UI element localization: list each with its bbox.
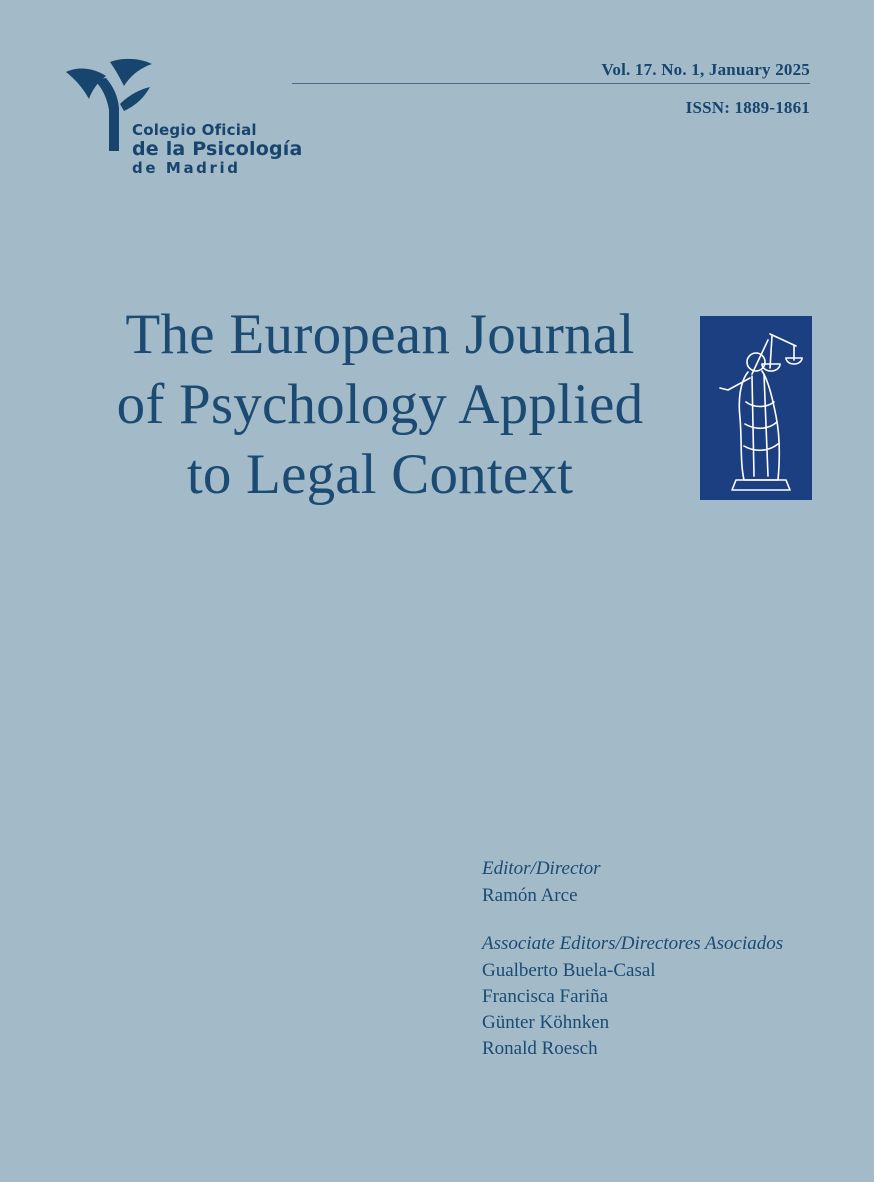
editor-heading: Editor/Director — [482, 858, 601, 879]
header-divider — [292, 83, 810, 84]
editor-name: Ramón Arce — [482, 884, 578, 906]
associate-editor-name: Francisca Fariña — [482, 985, 609, 1007]
publisher-logo-text — [132, 122, 322, 177]
publisher-line-3: de Madrid — [132, 159, 241, 178]
associate-editors-heading: Associate Editors/Directores Asociados — [482, 932, 784, 954]
volume-issue-label: Vol. 17. No. 1, January 2025 — [601, 60, 810, 79]
title-line-1: The European Journal — [125, 303, 635, 366]
editorial-board-block — [482, 856, 842, 1062]
title-line-2: of Psychology Applied — [116, 373, 644, 437]
editors-spacer — [482, 909, 842, 931]
associate-editor-name: Gualberto Buela-Casal — [482, 959, 656, 981]
associate-editor-name: Ronald Roesch — [482, 1038, 598, 1060]
publisher-logo-block — [56, 56, 303, 186]
cover-header — [0, 48, 874, 188]
publisher-line-2: de la Psicología — [132, 137, 303, 160]
title-line-3: to Legal Context — [186, 443, 574, 507]
associate-editor-name: Günter Köhnken — [482, 1011, 610, 1033]
page-title — [60, 300, 700, 510]
lady-justice-icon — [700, 316, 812, 500]
issn-label: ISSN: 1889-1861 — [685, 98, 810, 117]
publisher-line-1: Colegio Oficial — [132, 121, 257, 139]
